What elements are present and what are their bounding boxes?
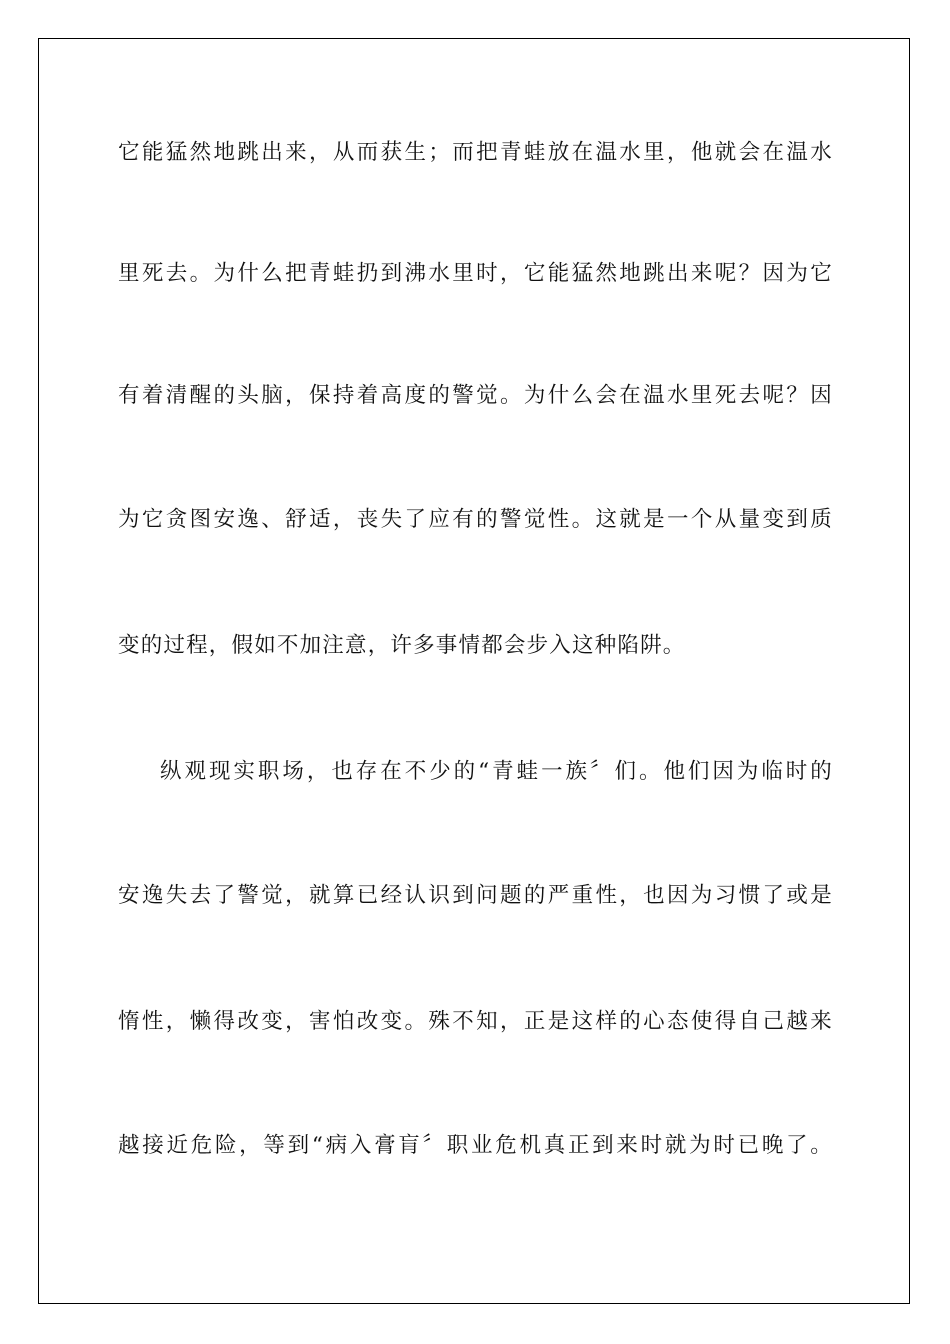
paragraph-line: 里死去。为什么把青蛙扔到沸水里时，它能猛然地跳出来呢？因为它 <box>118 261 833 286</box>
paragraph-line: 安逸失去了警觉，就算已经认识到问题的严重性，也因为习惯了或是 <box>118 883 833 908</box>
paragraph-line: 有着清醒的头脑，保持着高度的警觉。为什么会在温水里死去呢？因 <box>118 383 833 408</box>
paragraph-line-last: 变的过程，假如不加注意，许多事情都会步入这种陷阱。 <box>118 633 686 658</box>
paragraph-line: 为它贪图安逸、舒适，丧失了应有的警觉性。这就是一个从量变到质 <box>118 507 833 532</box>
paragraph-line: 惰性，懒得改变，害怕改变。殊不知，正是这样的心态使得自己越来 <box>118 1009 833 1034</box>
page-border <box>38 38 910 1304</box>
paragraph-line: 它能猛然地跳出来，从而获生；而把青蛙放在温水里，他就会在温水 <box>118 140 833 165</box>
paragraph-line: 越接近危险，等到“病入膏肓〞职业危机真正到来时就为时已晚了。 <box>118 1133 833 1158</box>
paragraph-line-indented: 纵观现实职场，也存在不少的“青蛙一族〞们。他们因为临时的 <box>160 759 833 784</box>
